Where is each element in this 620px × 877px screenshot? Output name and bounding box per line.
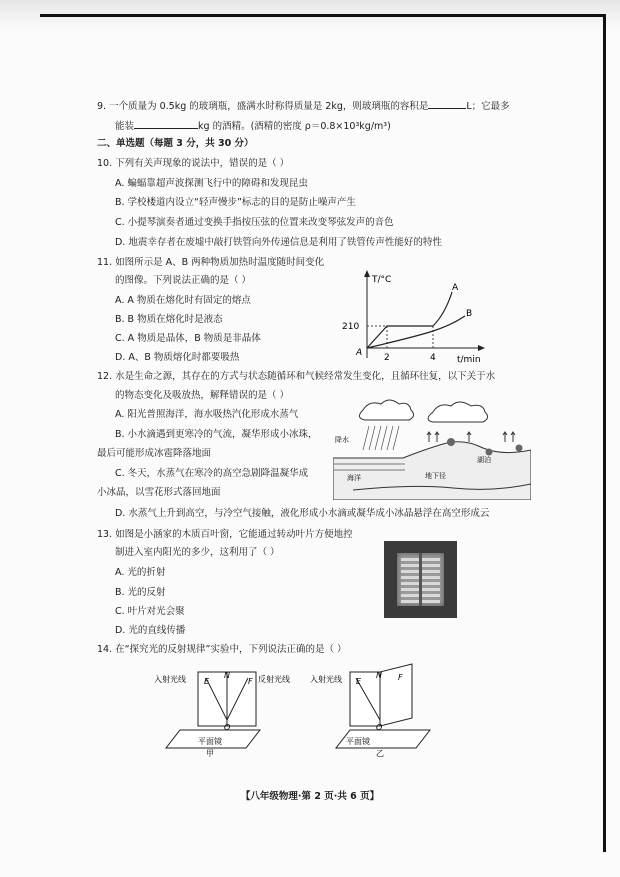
q10-stem: 10. 下列有关声现象的说法中，错误的是（ ） xyxy=(97,158,290,169)
scan-border-top xyxy=(40,14,606,17)
label-precipitation: 降水 xyxy=(335,436,349,444)
graph-y-label: T/°C xyxy=(372,275,392,285)
q13-option-a: A. 光的折射 xyxy=(115,567,166,578)
caption-jia: 甲 xyxy=(206,749,214,757)
curve-a-label: A xyxy=(452,283,459,293)
q12-option-b-1: B. 小水滴遇到更寒冷的气流，凝华形成小冰珠， xyxy=(115,429,318,440)
curve-b-label: B xyxy=(466,309,473,319)
label-ocean: 海洋 xyxy=(347,474,361,482)
q9-text-2-end: kg 的酒精。(酒精的密度 ρ＝0.8×10³kg/m³) xyxy=(198,121,391,132)
incident-label-left: 入射光线 xyxy=(154,675,186,684)
q12-option-a: A. 阳光普照海洋，海水吸热汽化形成水蒸气 xyxy=(115,409,299,420)
q12-stem-1: 12. 水是生命之源，其存在的方式与状态随循环和气候经常发生变化，且循环往复，以下关于水 xyxy=(97,371,496,382)
reflection-figures xyxy=(150,662,450,757)
q13-option-b: B. 光的反射 xyxy=(115,587,166,598)
letter-e-right: E xyxy=(356,677,362,686)
q12-option-d: D. 水蒸气上升到高空，与冷空气接触，液化形成小水滴或凝华成小冰晶悬浮在高空形成云 xyxy=(115,508,490,519)
q9-blank-1 xyxy=(428,98,466,109)
blinds-window xyxy=(397,553,444,606)
q12-option-b-2: 最后可能形成冰雹降落地面 xyxy=(97,448,212,459)
letter-n-left: N xyxy=(224,671,230,680)
board-right-e xyxy=(350,672,380,726)
blind-center-bar xyxy=(419,553,422,606)
section-heading: 二、单选题（每题 3 分，共 30 分） xyxy=(97,138,254,149)
q12-stem-2: 的物态变化及吸放热，解释错误的是（ ） xyxy=(115,390,290,401)
letter-o-left: O xyxy=(224,723,231,732)
letter-f-left: F xyxy=(248,677,253,686)
q10-option-c: C. 小提琴演奏者通过变换手指按压弦的位置来改变琴弦发声的音色 xyxy=(115,217,394,228)
q10-option-d: D. 地震幸存者在废墟中敲打铁管向外传递信息是利用了铁管传声性能好的特性 xyxy=(115,237,442,248)
q9-text-2-start: 能装 xyxy=(115,121,135,132)
mirror-right-label: 平面镜 xyxy=(346,737,370,746)
q14-stem: 14. 在“探究光的反射规律”实验中，下列说法正确的是（ ） xyxy=(97,644,347,655)
q9-text-1: 9. 一个质量为 0.5kg 的玻璃瓶，盛满水时称得质量是 2kg，则玻璃瓶的容积是 xyxy=(97,101,429,112)
q11-option-a: A. A 物质在熔化时有固定的熔点 xyxy=(115,295,251,306)
rain-lines xyxy=(363,426,399,450)
q13-option-c: C. 叶片对光会聚 xyxy=(115,606,185,617)
letter-f-right: F xyxy=(398,673,403,682)
curve-a xyxy=(367,292,452,348)
figure-yi xyxy=(310,664,430,757)
q13-option-d: D. 光的直线传播 xyxy=(115,625,186,636)
letter-e-left: E xyxy=(204,677,210,686)
q9-text-1-end: L；它最多 xyxy=(466,101,510,112)
q11-option-d: D. A、B 物质熔化时都要吸热 xyxy=(115,352,240,363)
melting-graph xyxy=(340,266,490,366)
q12-option-c-1: C. 冬天，水蒸气在寒冷的高空急剧降温凝华成 xyxy=(115,468,309,479)
q11-option-b: B. B 物质在熔化时是液态 xyxy=(115,314,223,325)
cloud-left xyxy=(359,400,413,420)
caption-yi: 乙 xyxy=(376,749,384,757)
land-profile xyxy=(333,442,531,500)
blinds-photo xyxy=(384,541,457,618)
evaporation-arrows xyxy=(427,432,515,442)
graph-x-arrow xyxy=(478,345,485,351)
q10-option-b: B. 学校楼道内设立“轻声慢步”标志的目的是防止噪声产生 xyxy=(115,197,356,208)
scan-border-right xyxy=(603,14,606,852)
q11-option-c: C. A 物质是晶体，B 物质是非晶体 xyxy=(115,333,261,344)
reflected-label-left: 反射光线 xyxy=(258,675,290,684)
page-footer: 【八年级物理·第 2 页·共 6 页】 xyxy=(240,791,380,802)
graph-x-tick-4: 4 xyxy=(430,353,436,363)
letter-n-right: N xyxy=(376,671,382,680)
cloud-right xyxy=(428,402,488,422)
q11-stem-2: 的图像。下列说法正确的是（ ） xyxy=(115,275,252,286)
incident-label-right: 入射光线 xyxy=(310,675,342,684)
graph-origin-label: A xyxy=(356,348,363,358)
board-right-f-folded xyxy=(380,664,412,726)
label-groundwater: 地下径 xyxy=(425,472,446,480)
q13-stem-2: 制进入室内阳光的多少，这利用了（ ） xyxy=(115,547,280,558)
q9-blank-2 xyxy=(134,118,198,129)
q13-stem-1: 13. 如图是小涵家的木质百叶窗，它能通过转动叶片方便地控 xyxy=(97,529,353,540)
graph-y-tick-210: 210 xyxy=(342,322,360,332)
figure-jia xyxy=(154,671,290,757)
graph-y-arrow xyxy=(364,270,370,277)
q12-option-c-2: 小冰晶，以雪花形式落回地面 xyxy=(97,487,221,498)
graph-x-label: t/min xyxy=(457,355,481,365)
letter-o-right: O xyxy=(376,723,383,732)
water-cycle-illustration xyxy=(333,398,531,500)
q9-line1 xyxy=(97,98,510,113)
label-lake: 湖泊 xyxy=(477,456,491,464)
q10-option-a: A. 蝙蝠靠超声波探测飞行中的障碍和发现昆虫 xyxy=(115,178,308,189)
q11-stem-1: 11. 如图所示是 A、B 两种物质加热时温度随时间变化 xyxy=(97,257,325,268)
mirror-left-label: 平面镜 xyxy=(198,737,222,746)
q9-line2 xyxy=(115,118,391,133)
graph-x-tick-2: 2 xyxy=(384,353,390,363)
